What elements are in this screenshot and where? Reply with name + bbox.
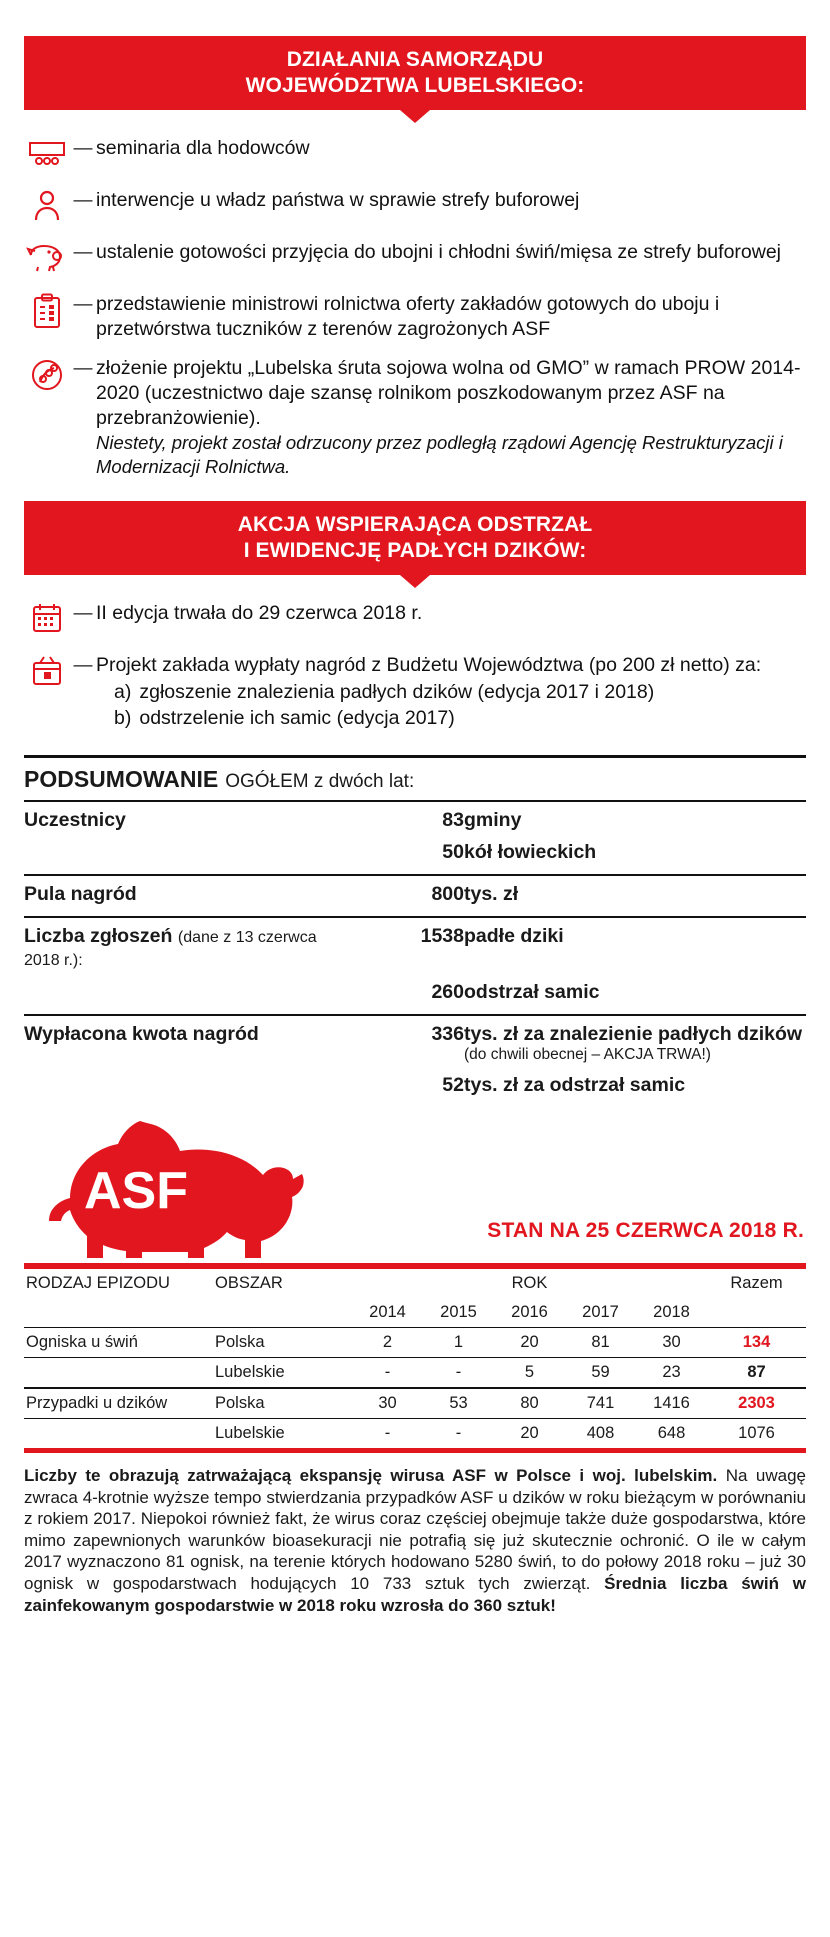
pig-icon: [24, 240, 70, 279]
sub-marker: b): [114, 706, 132, 729]
year-2014: 2014: [352, 1298, 423, 1328]
banner-akcja-line2: I EWIDENCJĘ PADŁYCH DZIKÓW:: [243, 538, 587, 562]
table-row: [24, 1015, 806, 1075]
sub-text: zgłoszenie znalezienia padłych dzików (edycja 2017 i 2018): [139, 681, 655, 704]
pig-graphic-block: [24, 1113, 806, 1263]
summary-unit: odstrzał samic: [464, 980, 600, 1003]
dash-separator: —: [73, 190, 93, 212]
row-type: [24, 1419, 213, 1449]
summary-unit: gminy: [464, 801, 806, 842]
summary-number: 260: [431, 980, 464, 1003]
cell-2018: 1416: [636, 1388, 707, 1419]
sub-list: [114, 680, 806, 730]
dash-separator: —: [73, 242, 93, 264]
list-item-text: interwencje u władz państwa w sprawie strefy buforowej: [96, 189, 580, 212]
header-razem: Razem: [730, 1274, 783, 1293]
table-row: [24, 1388, 806, 1419]
pig-label-text: ASF: [84, 1162, 188, 1221]
money-box-icon: [24, 653, 70, 692]
table-row: [24, 981, 806, 1015]
list-item-italic-note: Niestety, projekt został odrzucony przez podległą rządowi Agencję Restrukturyzacji i Modernizacji Rolnictwa.: [96, 431, 783, 477]
row-area: Polska: [213, 1328, 352, 1358]
table-row: [24, 801, 806, 842]
cell-total: 1076: [738, 1424, 775, 1443]
header-rok: ROK: [511, 1274, 548, 1293]
summary-label: Pula nagród: [24, 875, 354, 917]
soy-icon: [24, 356, 70, 395]
table-row: [24, 875, 806, 917]
cell-2015: 53: [423, 1388, 494, 1419]
cell-2017: 81: [565, 1328, 636, 1358]
summary-unit: tys. zł: [464, 875, 806, 917]
summary-label: [24, 1074, 354, 1107]
row-type: Przypadki u dzików: [24, 1388, 213, 1419]
years-spacer: [213, 1298, 352, 1328]
cell-2015: -: [423, 1358, 494, 1389]
list-item: [24, 240, 806, 279]
table-row: [24, 917, 806, 981]
dash-separator: —: [73, 655, 93, 677]
stan-na-label: STAN NA 25 CZERWCA 2018 R.: [487, 1219, 804, 1243]
footer-paragraph: [24, 1465, 806, 1616]
actions2-list: [24, 601, 806, 730]
summary-section: [24, 755, 806, 1107]
banner-akcja: [24, 501, 806, 575]
summary-table: [24, 800, 806, 1107]
cell-2017: 741: [565, 1388, 636, 1419]
clipboard-icon: [24, 292, 70, 331]
summary-unit-text: tys. zł za znalezienie padłych dzików: [464, 1022, 803, 1045]
year-2017: 2017: [565, 1298, 636, 1328]
list-item: [24, 292, 806, 342]
cell-2014: 2: [352, 1328, 423, 1358]
year-2016: 2016: [494, 1298, 565, 1328]
table-row: [24, 1358, 806, 1389]
table-row: [24, 1328, 806, 1358]
dash-separator: —: [73, 357, 93, 379]
cell-2017: 59: [565, 1358, 636, 1389]
table-row: [24, 1074, 806, 1107]
summary-label: Uczestnicy: [24, 801, 354, 842]
list-item-text: [96, 356, 806, 480]
cell-2016: 20: [494, 1328, 565, 1358]
cell-2014: 30: [352, 1388, 423, 1419]
cell-2017: 408: [586, 1424, 615, 1443]
cell-2015: 1: [423, 1328, 494, 1358]
list-item-text: przedstawienie ministrowi rolnictwa oferty zakładów gotowych do uboju i przetwórstwa tuczników z terenów zagrożonych ASF: [96, 293, 720, 341]
summary-number: 336: [354, 1015, 464, 1075]
cell-2014: -: [352, 1358, 423, 1389]
banner-samorzad-line1: DZIAŁANIA SAMORZĄDU: [286, 48, 544, 71]
summary-label: Wypłacona kwota nagród: [24, 1015, 354, 1075]
banner-samorzad-line2: WOJEWÓDZTWA LUBELSKIEGO:: [245, 73, 585, 97]
list-item: [24, 653, 806, 730]
cell-2018: 23: [636, 1358, 707, 1389]
cell-total: 87: [707, 1358, 806, 1389]
footer-tail: Średnia liczba świń w zainfekowanym gospodarstwie w 2018 roku wzrosła do 360 sztuk!: [24, 1573, 806, 1615]
summary-number: 1538: [354, 917, 464, 981]
header-rodzaj-epizodu: RODZAJ EPIZODU: [26, 1274, 170, 1293]
list-item: [24, 136, 806, 175]
list-item: [24, 188, 806, 227]
list-item-text: II edycja trwała do 29 czerwca 2018 r.: [96, 602, 423, 625]
row-type: Ogniska u świń: [24, 1328, 213, 1358]
list-item-main-text: złożenie projektu „Lubelska śruta sojowa wolna od GMO” w ramach PROW 2014-2020 (uczestnictwo daje szansę rolnikom poszkodowanym przez ASF na przebranżowienie).: [96, 356, 801, 429]
summary-unit-note: (do chwili obecnej – AKCJA TRWA!): [464, 1046, 711, 1064]
footer-lead: Liczby te obrazują zatrważającą ekspansję wirusa ASF w Polsce i woj. lubelskim.: [24, 1466, 718, 1486]
list-item-main-text: Projekt zakłada wypłaty nagród z Budżetu Województwa (po 200 zł netto) za:: [96, 654, 762, 677]
calendar-icon: [24, 601, 70, 640]
list-item-text: [96, 653, 806, 730]
cell-2014: -: [384, 1424, 391, 1443]
summary-unit: kół łowieckich: [464, 841, 597, 864]
cell-total: 2303: [707, 1388, 806, 1419]
cell-2016: 20: [520, 1424, 539, 1443]
summary-label: [24, 917, 354, 981]
summary-unit: padłe dziki: [464, 917, 806, 981]
list-item: [24, 601, 806, 640]
cell-2015: -: [455, 1424, 462, 1443]
summary-label-text: Liczba zgłoszeń: [24, 925, 173, 947]
cell-2018: 30: [636, 1328, 707, 1358]
cell-total: 134: [707, 1328, 806, 1358]
summary-number: 83: [354, 801, 464, 842]
summary-unit: tys. zł za odstrzał samic: [464, 1074, 686, 1097]
sub-text: odstrzelenie ich samic (edycja 2017): [139, 706, 455, 729]
banner-notch-icon: [400, 110, 430, 123]
year-2015: 2015: [423, 1298, 494, 1328]
summary-number: 50: [442, 841, 464, 864]
summary-unit: [464, 1015, 806, 1075]
dash-separator: —: [73, 138, 93, 160]
summary-number: 52: [442, 1074, 464, 1097]
banner-akcja-line1: AKCJA WSPIERAJĄCA ODSTRZAŁ: [237, 513, 593, 537]
cell-2016: 5: [494, 1358, 565, 1389]
sub-list-item: [114, 706, 806, 731]
banner-samorzad: [24, 36, 806, 110]
row-area: Lubelskie: [215, 1424, 285, 1443]
pig-silhouette-icon: [32, 1113, 362, 1263]
cell-2016: 80: [494, 1388, 565, 1419]
summary-subtitle: OGÓŁEM z dwóch lat:: [225, 770, 415, 792]
table-header-row: [24, 1269, 806, 1298]
table-bottom-redbar: [24, 1448, 806, 1453]
row-type: [24, 1358, 213, 1389]
summary-number: 800: [354, 875, 464, 917]
summary-title: PODSUMOWANIE: [24, 765, 219, 792]
sub-marker: a): [114, 681, 132, 704]
seminar-icon: [24, 136, 70, 175]
list-item-text: ustalenie gotowości przyjęcia do ubojni i chłodni świń/mięsa ze strefy buforowej: [96, 241, 782, 264]
header-obszar: OBSZAR: [215, 1274, 283, 1293]
table-years-row: [24, 1298, 806, 1328]
list-item: [24, 356, 806, 480]
table-row: [24, 841, 806, 875]
list-item-text: seminaria dla hodowców: [96, 137, 310, 160]
row-area: Polska: [213, 1388, 352, 1419]
summary-title-row: [24, 766, 806, 800]
row-area: Lubelskie: [213, 1358, 352, 1389]
year-2018: 2018: [636, 1298, 707, 1328]
summary-label: [24, 981, 354, 1015]
table-row: [24, 1419, 806, 1449]
summary-label: [24, 841, 354, 875]
asf-data-table: [24, 1269, 806, 1448]
footer-body: Na uwagę zwraca 4-krotnie wyższe tempo stwierdzania przypadków ASF u dzików w roku bieżącym w porównaniu z rokiem 2017. Niepokoi również fakt, że wirus coraz częściej obejmuje także duże gospodarstwa, które mimo zapewnionych warunków bioasekuracji nie potrafią się już skutecznie ochronić. O ile w całym 2017 wyznaczono 81 ognisk, na terenie których hodowano 5280 świń, to do połowy 2018 roku – już 30 ognisk w gospodarstwach hodujących 10 733 sztuk tych zwierząt.: [24, 1466, 807, 1593]
dash-separator: —: [73, 294, 93, 316]
sub-list-item: [114, 680, 806, 705]
dash-separator: —: [73, 603, 93, 625]
years-spacer: [24, 1298, 213, 1328]
cell-2018: 648: [657, 1424, 686, 1443]
years-spacer: [707, 1298, 806, 1328]
person-icon: [24, 188, 70, 227]
banner-notch-icon: [400, 575, 430, 588]
actions-list: [24, 136, 806, 479]
summary-label-note: (dane z 13 czerwca 2018 r.):: [24, 929, 317, 970]
